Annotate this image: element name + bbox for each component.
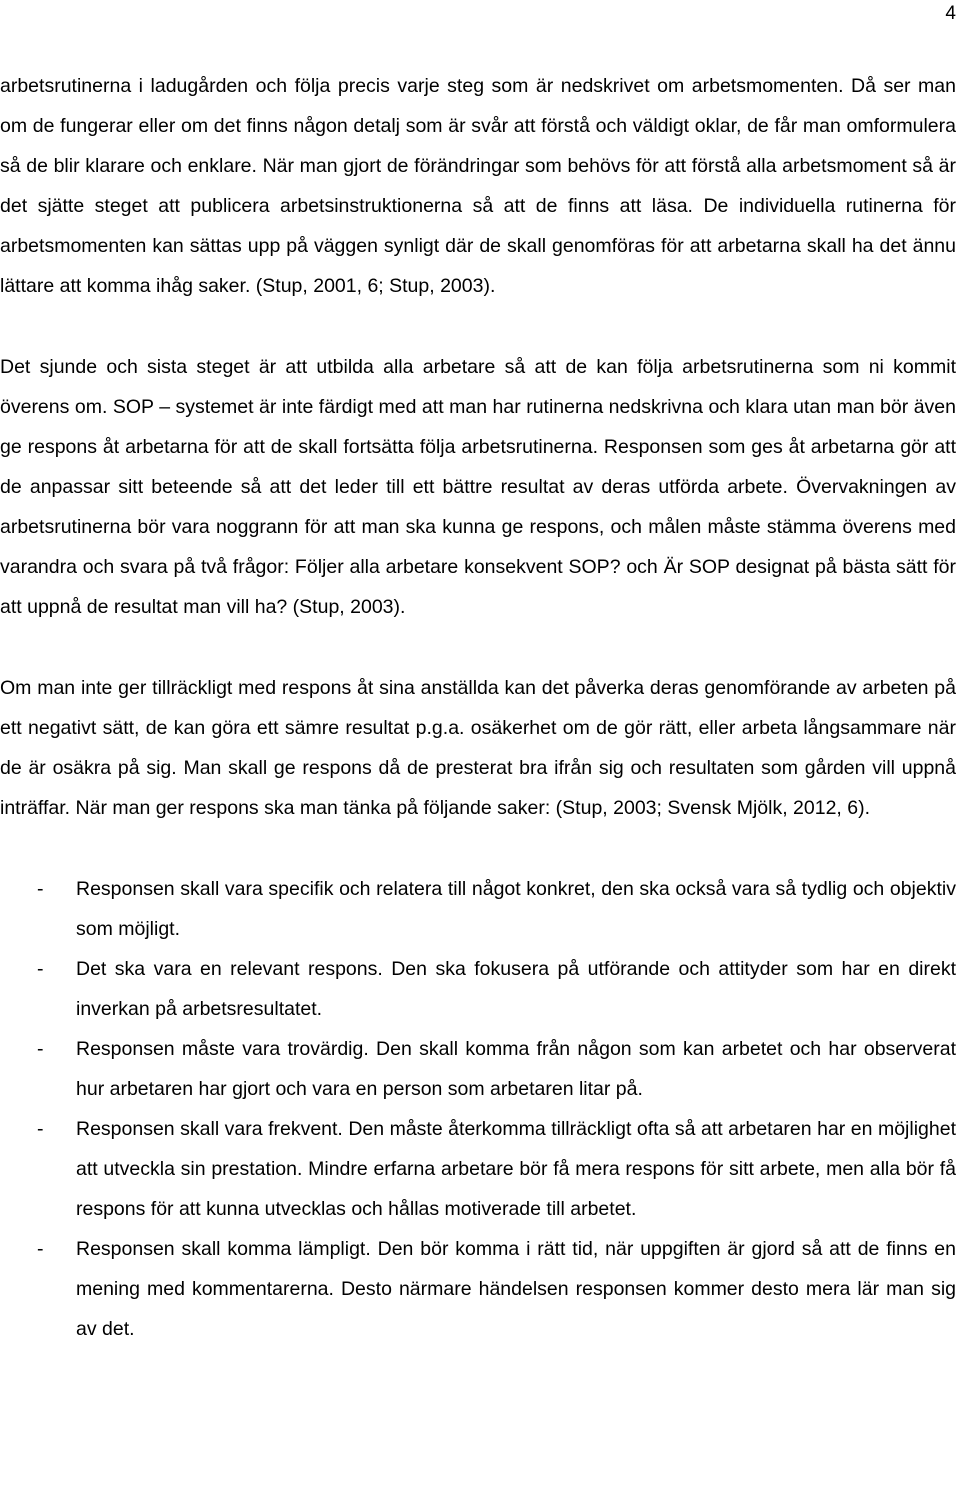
list-item-text: Responsen måste vara trovärdig. Den skall komma från någon som kan arbetet och har observerat hur arbetaren har gjort och vara en person som arbetaren litar på. [76, 1038, 956, 1100]
list-item-text: Responsen skall komma lämpligt. Den bör komma i rätt tid, när uppgiften är gjord så att de finns en mening med kommentarerna. Desto närmare händelsen responsen kommer desto mera lär man sig av det. [76, 1238, 956, 1340]
list-item-text: Responsen skall vara specifik och relatera till något konkret, den ska också vara så tydlig och objektiv som möjligt. [76, 878, 956, 940]
paragraph: arbetsrutinerna i ladugården och följa precis varje steg som är nedskrivet om arbetsmomenten. Då ser man om de fungerar eller om det finns någon detalj som är svår att förstå och väldigt oklar, de får man omformulera så de blir klarare och enklare. När man gjort de förändringar som behövs för att förstå alla arbetsmoment så är det sjätte steget att publicera arbetsinstruktionerna så att de finns att läsa. De individuella rutinerna för arbetsmomenten kan sättas upp på väggen synligt där de skall genomföras för att arbetarna skall ha det ännu lättare att komma ihåg saker. (Stup, 2001, 6; Stup, 2003). [0, 75, 956, 297]
dash-bullet-icon: - [37, 958, 44, 980]
list-item [0, 1109, 956, 1229]
paragraph-spacer [0, 306, 956, 347]
list-item-text: Responsen skall vara frekvent. Den måste återkomma tillräckligt ofta så att arbetaren har en möjlighet att utveckla sin prestation. Mindre erfarna arbetare bör få mera respons för sitt arbete, men alla bör få respons för att kunna utvecklas och hållas motiverade till arbetet. [76, 1118, 956, 1220]
dash-bullet-icon: - [37, 878, 44, 900]
feedback-criteria-list [0, 869, 956, 1349]
dash-bullet-icon: - [37, 1118, 44, 1140]
list-item [0, 1029, 956, 1109]
page-number: 4 [945, 3, 956, 24]
paragraph-spacer [0, 627, 956, 668]
dash-bullet-icon: - [37, 1038, 44, 1060]
list-item [0, 1229, 956, 1349]
paragraph: Det sjunde och sista steget är att utbilda alla arbetare så att de kan följa arbetsrutinerna som ni kommit överens om. SOP – systemet är inte färdigt med att man har rutinerna nedskrivna och klara utan man bör även ge respons åt arbetarna för att de skall fortsätta följa arbetsrutinerna. Responsen som ges åt arbetarna gör att de anpassar sitt beteende så att det leder till ett bättre resultat av deras utförda arbete. Övervakningen av arbetsrutinerna bör vara noggrann för att man ska kunna ge respons, och målen måste stämma överens med varandra och svara på två frågor: Följer alla arbetare konsekvent SOP? och Är SOP designat på bästa sätt för att uppnå de resultat man vill ha? (Stup, 2003). [0, 356, 956, 618]
dash-bullet-icon: - [37, 1238, 44, 1260]
paragraph-spacer [0, 828, 956, 869]
list-item-text: Det ska vara en relevant respons. Den ska fokusera på utförande och attityder som har en direkt inverkan på arbetsresultatet. [76, 958, 956, 1020]
list-item [0, 869, 956, 949]
list-item [0, 949, 956, 1029]
paragraph: Om man inte ger tillräckligt med respons åt sina anställda kan det påverka deras genomförande av arbeten på ett negativt sätt, de kan göra ett sämre resultat p.g.a. osäkerhet om de gör rätt, eller arbeta långsammare när de är osäkra på sig. Man skall ge respons då de presterat bra ifrån sig och resultaten som gården vill uppnå inträffar. När man ger respons ska man tänka på följande saker: (Stup, 2003; Svensk Mjölk, 2012, 6). [0, 677, 956, 819]
document-body [0, 66, 956, 1349]
